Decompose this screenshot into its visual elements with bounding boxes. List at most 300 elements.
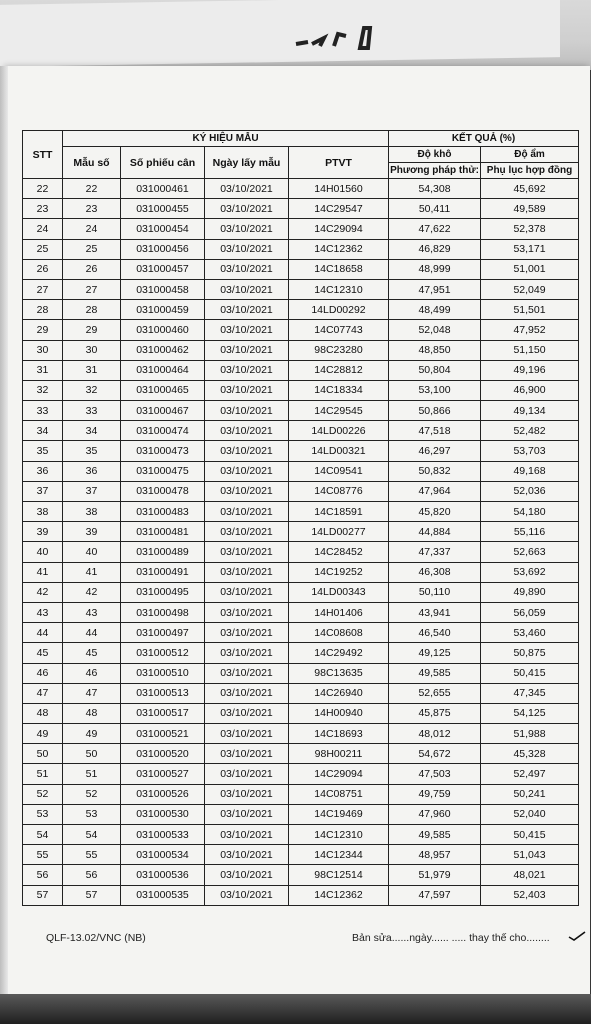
table-row [23, 825, 579, 845]
cell-ptvt: 98H00211 [289, 744, 389, 764]
cell-stt: 54 [23, 825, 63, 845]
cell-ngay-lay-mau: 03/10/2021 [205, 602, 289, 622]
header-phu-luc-hop-dong: Phụ lục hợp đồng [481, 163, 579, 179]
cell-ptvt: 98C13635 [289, 663, 389, 683]
cell-do-kho: 45,875 [389, 703, 481, 723]
table-row [23, 300, 579, 320]
cell-mau-so: 28 [63, 300, 121, 320]
cell-stt: 22 [23, 179, 63, 199]
cell-stt: 43 [23, 602, 63, 622]
header-ky-hieu-mau: KÝ HIỆU MẪU [63, 131, 389, 147]
table-body [23, 179, 579, 906]
cell-mau-so: 53 [63, 804, 121, 824]
cell-ptvt: 14C12344 [289, 845, 389, 865]
cell-ptvt: 14C26940 [289, 683, 389, 703]
cell-do-am: 52,497 [481, 764, 579, 784]
cell-do-am: 52,049 [481, 279, 579, 299]
cell-do-am: 46,900 [481, 380, 579, 400]
table-row [23, 724, 579, 744]
cell-do-kho: 52,655 [389, 683, 481, 703]
cell-ngay-lay-mau: 03/10/2021 [205, 683, 289, 703]
table-row [23, 784, 579, 804]
header-ket-qua: KẾT QUẢ (%) [389, 131, 579, 147]
header-do-am: Độ ẩm [481, 147, 579, 163]
cell-do-kho: 47,597 [389, 885, 481, 905]
cell-do-kho: 48,012 [389, 724, 481, 744]
table-row [23, 199, 579, 219]
cell-ngay-lay-mau: 03/10/2021 [205, 623, 289, 643]
cell-do-am: 56,059 [481, 602, 579, 622]
cell-do-am: 49,890 [481, 582, 579, 602]
cell-stt: 56 [23, 865, 63, 885]
cell-ngay-lay-mau: 03/10/2021 [205, 744, 289, 764]
table-row [23, 320, 579, 340]
cell-stt: 49 [23, 724, 63, 744]
cell-so-phieu-can: 031000462 [121, 340, 205, 360]
cell-stt: 50 [23, 744, 63, 764]
table-row [23, 219, 579, 239]
table-row [23, 582, 579, 602]
table-row [23, 804, 579, 824]
cell-stt: 42 [23, 582, 63, 602]
cell-do-am: 50,415 [481, 663, 579, 683]
cell-ptvt: 14C08608 [289, 623, 389, 643]
cell-mau-so: 32 [63, 380, 121, 400]
table-row [23, 602, 579, 622]
cell-so-phieu-can: 031000454 [121, 219, 205, 239]
cell-so-phieu-can: 031000481 [121, 522, 205, 542]
cell-ptvt: 14C29547 [289, 199, 389, 219]
cell-ngay-lay-mau: 03/10/2021 [205, 825, 289, 845]
cell-ngay-lay-mau: 03/10/2021 [205, 784, 289, 804]
table-row [23, 239, 579, 259]
cell-so-phieu-can: 031000497 [121, 623, 205, 643]
cell-do-kho: 47,960 [389, 804, 481, 824]
cell-ptvt: 14C19469 [289, 804, 389, 824]
table-row [23, 279, 579, 299]
table-header [23, 131, 579, 179]
cell-do-am: 52,040 [481, 804, 579, 824]
cell-so-phieu-can: 031000536 [121, 865, 205, 885]
table-row [23, 461, 579, 481]
cell-do-am: 51,988 [481, 724, 579, 744]
cell-ptvt: 14C29094 [289, 219, 389, 239]
table-row [23, 643, 579, 663]
table-row [23, 421, 579, 441]
cell-so-phieu-can: 031000535 [121, 885, 205, 905]
cell-mau-so: 30 [63, 340, 121, 360]
table-row [23, 703, 579, 723]
cell-so-phieu-can: 031000530 [121, 804, 205, 824]
cell-ngay-lay-mau: 03/10/2021 [205, 239, 289, 259]
table-row [23, 663, 579, 683]
cell-do-am: 50,415 [481, 825, 579, 845]
cell-do-am: 51,501 [481, 300, 579, 320]
cell-stt: 24 [23, 219, 63, 239]
cell-ptvt: 14C28452 [289, 542, 389, 562]
cell-mau-so: 49 [63, 724, 121, 744]
cell-ngay-lay-mau: 03/10/2021 [205, 643, 289, 663]
cell-stt: 52 [23, 784, 63, 804]
cell-do-am: 49,134 [481, 401, 579, 421]
cell-ptvt: 14C12310 [289, 279, 389, 299]
cell-do-am: 49,196 [481, 360, 579, 380]
cell-ngay-lay-mau: 03/10/2021 [205, 259, 289, 279]
cell-ngay-lay-mau: 03/10/2021 [205, 502, 289, 522]
underlying-sheet [0, 0, 560, 67]
cell-ptvt: 14H01406 [289, 602, 389, 622]
cell-so-phieu-can: 031000489 [121, 542, 205, 562]
cell-so-phieu-can: 031000459 [121, 300, 205, 320]
table-row [23, 502, 579, 522]
cell-stt: 44 [23, 623, 63, 643]
cell-ptvt: 14C28812 [289, 360, 389, 380]
cell-do-am: 53,692 [481, 562, 579, 582]
cell-do-am: 51,001 [481, 259, 579, 279]
cell-ngay-lay-mau: 03/10/2021 [205, 522, 289, 542]
cell-ngay-lay-mau: 03/10/2021 [205, 663, 289, 683]
cell-stt: 37 [23, 481, 63, 501]
cell-so-phieu-can: 031000512 [121, 643, 205, 663]
cell-ptvt: 14C18334 [289, 380, 389, 400]
cell-ptvt: 14LD00226 [289, 421, 389, 441]
table-row [23, 885, 579, 905]
cell-so-phieu-can: 031000520 [121, 744, 205, 764]
cell-do-kho: 46,829 [389, 239, 481, 259]
cell-mau-so: 51 [63, 764, 121, 784]
table-row [23, 562, 579, 582]
cell-mau-so: 41 [63, 562, 121, 582]
header-so-phieu-can: Số phiếu cân [121, 147, 205, 179]
cell-ngay-lay-mau: 03/10/2021 [205, 865, 289, 885]
cell-do-kho: 54,672 [389, 744, 481, 764]
cell-ptvt: 14C29094 [289, 764, 389, 784]
cell-so-phieu-can: 031000465 [121, 380, 205, 400]
cell-do-am: 53,460 [481, 623, 579, 643]
cell-ngay-lay-mau: 03/10/2021 [205, 340, 289, 360]
cell-ptvt: 14LD00277 [289, 522, 389, 542]
cell-mau-so: 34 [63, 421, 121, 441]
page-edge [0, 66, 8, 1006]
table-row [23, 683, 579, 703]
cell-mau-so: 55 [63, 845, 121, 865]
cell-ptvt: 14C18591 [289, 502, 389, 522]
cell-do-kho: 49,585 [389, 663, 481, 683]
cell-ngay-lay-mau: 03/10/2021 [205, 461, 289, 481]
cell-do-am: 50,241 [481, 784, 579, 804]
cell-ngay-lay-mau: 03/10/2021 [205, 300, 289, 320]
pen-mark-icon [568, 930, 586, 942]
cell-stt: 45 [23, 643, 63, 663]
cell-so-phieu-can: 031000521 [121, 724, 205, 744]
cell-mau-so: 44 [63, 623, 121, 643]
cell-do-am: 52,036 [481, 481, 579, 501]
table-row [23, 441, 579, 461]
cell-ptvt: 14C09541 [289, 461, 389, 481]
cell-mau-so: 42 [63, 582, 121, 602]
cell-stt: 51 [23, 764, 63, 784]
cell-so-phieu-can: 031000457 [121, 259, 205, 279]
header-do-kho: Độ khô [389, 147, 481, 163]
cell-so-phieu-can: 031000498 [121, 602, 205, 622]
table-row [23, 623, 579, 643]
cell-do-kho: 49,585 [389, 825, 481, 845]
table-row [23, 744, 579, 764]
table-row [23, 340, 579, 360]
table-row [23, 481, 579, 501]
cell-stt: 31 [23, 360, 63, 380]
revision-note: Bản sửa......ngày...... ..... thay thế cho........ [352, 932, 550, 944]
header-ngay-lay-mau: Ngày lấy mẫu [205, 147, 289, 179]
cell-ptvt: 14C08776 [289, 481, 389, 501]
table-row [23, 522, 579, 542]
cell-do-am: 45,692 [481, 179, 579, 199]
cell-stt: 26 [23, 259, 63, 279]
cell-do-am: 52,482 [481, 421, 579, 441]
cell-so-phieu-can: 031000527 [121, 764, 205, 784]
cell-ngay-lay-mau: 03/10/2021 [205, 219, 289, 239]
cell-do-kho: 47,964 [389, 481, 481, 501]
cell-do-am: 53,171 [481, 239, 579, 259]
cell-ptvt: 14H01560 [289, 179, 389, 199]
cell-so-phieu-can: 031000513 [121, 683, 205, 703]
cell-stt: 53 [23, 804, 63, 824]
bleed-through-marks [290, 22, 380, 50]
cell-stt: 29 [23, 320, 63, 340]
cell-ngay-lay-mau: 03/10/2021 [205, 441, 289, 461]
cell-ngay-lay-mau: 03/10/2021 [205, 199, 289, 219]
cell-mau-so: 35 [63, 441, 121, 461]
cell-mau-so: 46 [63, 663, 121, 683]
header-stt: STT [23, 131, 63, 179]
cell-so-phieu-can: 031000475 [121, 461, 205, 481]
cell-do-kho: 47,518 [389, 421, 481, 441]
cell-mau-so: 56 [63, 865, 121, 885]
cell-do-am: 52,403 [481, 885, 579, 905]
cell-mau-so: 54 [63, 825, 121, 845]
cell-ptvt: 14C08751 [289, 784, 389, 804]
cell-do-am: 48,021 [481, 865, 579, 885]
cell-mau-so: 50 [63, 744, 121, 764]
cell-do-kho: 47,503 [389, 764, 481, 784]
cell-do-am: 55,116 [481, 522, 579, 542]
cell-stt: 36 [23, 461, 63, 481]
background-bottom [0, 994, 591, 1024]
cell-do-kho: 54,308 [389, 179, 481, 199]
cell-stt: 32 [23, 380, 63, 400]
cell-ngay-lay-mau: 03/10/2021 [205, 885, 289, 905]
cell-so-phieu-can: 031000526 [121, 784, 205, 804]
cell-stt: 57 [23, 885, 63, 905]
cell-ngay-lay-mau: 03/10/2021 [205, 845, 289, 865]
table-row [23, 764, 579, 784]
cell-ptvt: 14LD00292 [289, 300, 389, 320]
cell-so-phieu-can: 031000467 [121, 401, 205, 421]
cell-do-kho: 49,759 [389, 784, 481, 804]
cell-so-phieu-can: 031000460 [121, 320, 205, 340]
cell-mau-so: 29 [63, 320, 121, 340]
cell-mau-so: 31 [63, 360, 121, 380]
cell-mau-so: 39 [63, 522, 121, 542]
form-code: QLF-13.02/VNC (NB) [46, 932, 146, 944]
cell-do-kho: 50,411 [389, 199, 481, 219]
cell-ngay-lay-mau: 03/10/2021 [205, 481, 289, 501]
table-row [23, 542, 579, 562]
table-row [23, 845, 579, 865]
cell-do-am: 52,663 [481, 542, 579, 562]
cell-mau-so: 24 [63, 219, 121, 239]
cell-ptvt: 98C23280 [289, 340, 389, 360]
cell-mau-so: 48 [63, 703, 121, 723]
cell-stt: 25 [23, 239, 63, 259]
cell-ngay-lay-mau: 03/10/2021 [205, 179, 289, 199]
cell-do-kho: 43,941 [389, 602, 481, 622]
cell-ptvt: 14C19252 [289, 562, 389, 582]
cell-mau-so: 26 [63, 259, 121, 279]
cell-so-phieu-can: 031000533 [121, 825, 205, 845]
cell-ngay-lay-mau: 03/10/2021 [205, 320, 289, 340]
cell-ngay-lay-mau: 03/10/2021 [205, 724, 289, 744]
cell-do-kho: 48,999 [389, 259, 481, 279]
cell-do-kho: 45,820 [389, 502, 481, 522]
cell-do-kho: 53,100 [389, 380, 481, 400]
header-mau-so: Mẫu số [63, 147, 121, 179]
table-row [23, 380, 579, 400]
cell-do-kho: 52,048 [389, 320, 481, 340]
cell-so-phieu-can: 031000464 [121, 360, 205, 380]
cell-do-kho: 49,125 [389, 643, 481, 663]
cell-stt: 40 [23, 542, 63, 562]
cell-so-phieu-can: 031000461 [121, 179, 205, 199]
cell-do-am: 47,345 [481, 683, 579, 703]
cell-stt: 30 [23, 340, 63, 360]
header-phuong-phap-thu: Phương pháp thử: [389, 163, 481, 179]
cell-do-kho: 44,884 [389, 522, 481, 542]
cell-ngay-lay-mau: 03/10/2021 [205, 703, 289, 723]
cell-stt: 33 [23, 401, 63, 421]
cell-do-kho: 47,337 [389, 542, 481, 562]
cell-stt: 55 [23, 845, 63, 865]
results-table [22, 130, 579, 906]
cell-mau-so: 23 [63, 199, 121, 219]
cell-stt: 48 [23, 703, 63, 723]
cell-ptvt: 14C29492 [289, 643, 389, 663]
cell-mau-so: 38 [63, 502, 121, 522]
cell-stt: 41 [23, 562, 63, 582]
cell-so-phieu-can: 031000474 [121, 421, 205, 441]
cell-stt: 47 [23, 683, 63, 703]
cell-stt: 23 [23, 199, 63, 219]
cell-stt: 35 [23, 441, 63, 461]
cell-do-kho: 50,804 [389, 360, 481, 380]
table-row [23, 865, 579, 885]
cell-do-kho: 48,499 [389, 300, 481, 320]
cell-so-phieu-can: 031000473 [121, 441, 205, 461]
cell-mau-so: 45 [63, 643, 121, 663]
cell-mau-so: 25 [63, 239, 121, 259]
cell-ptvt: 14C18658 [289, 259, 389, 279]
cell-ptvt: 98C12514 [289, 865, 389, 885]
table-row [23, 259, 579, 279]
cell-stt: 38 [23, 502, 63, 522]
cell-do-kho: 51,979 [389, 865, 481, 885]
table-row [23, 401, 579, 421]
cell-stt: 34 [23, 421, 63, 441]
cell-mau-so: 36 [63, 461, 121, 481]
cell-do-kho: 50,832 [389, 461, 481, 481]
cell-do-am: 49,168 [481, 461, 579, 481]
cell-do-am: 52,378 [481, 219, 579, 239]
cell-stt: 46 [23, 663, 63, 683]
cell-ngay-lay-mau: 03/10/2021 [205, 542, 289, 562]
cell-do-kho: 46,308 [389, 562, 481, 582]
cell-ngay-lay-mau: 03/10/2021 [205, 582, 289, 602]
cell-ngay-lay-mau: 03/10/2021 [205, 764, 289, 784]
cell-ngay-lay-mau: 03/10/2021 [205, 360, 289, 380]
cell-do-kho: 48,957 [389, 845, 481, 865]
cell-do-kho: 46,540 [389, 623, 481, 643]
cell-so-phieu-can: 031000495 [121, 582, 205, 602]
cell-ngay-lay-mau: 03/10/2021 [205, 380, 289, 400]
cell-mau-so: 57 [63, 885, 121, 905]
cell-so-phieu-can: 031000510 [121, 663, 205, 683]
cell-do-am: 51,043 [481, 845, 579, 865]
cell-ptvt: 14C07743 [289, 320, 389, 340]
cell-mau-so: 22 [63, 179, 121, 199]
cell-do-am: 51,150 [481, 340, 579, 360]
cell-ngay-lay-mau: 03/10/2021 [205, 279, 289, 299]
cell-ngay-lay-mau: 03/10/2021 [205, 421, 289, 441]
cell-stt: 39 [23, 522, 63, 542]
cell-do-am: 47,952 [481, 320, 579, 340]
cell-ngay-lay-mau: 03/10/2021 [205, 804, 289, 824]
cell-ptvt: 14H00940 [289, 703, 389, 723]
cell-ngay-lay-mau: 03/10/2021 [205, 401, 289, 421]
cell-do-kho: 50,866 [389, 401, 481, 421]
cell-mau-so: 40 [63, 542, 121, 562]
cell-do-am: 50,875 [481, 643, 579, 663]
cell-ptvt: 14LD00321 [289, 441, 389, 461]
cell-mau-so: 37 [63, 481, 121, 501]
table-row [23, 360, 579, 380]
cell-ptvt: 14C18693 [289, 724, 389, 744]
cell-ngay-lay-mau: 03/10/2021 [205, 562, 289, 582]
cell-mau-so: 47 [63, 683, 121, 703]
cell-so-phieu-can: 031000456 [121, 239, 205, 259]
cell-do-kho: 47,951 [389, 279, 481, 299]
cell-so-phieu-can: 031000483 [121, 502, 205, 522]
header-ptvt: PTVT [289, 147, 389, 179]
table-row [23, 179, 579, 199]
cell-do-kho: 47,622 [389, 219, 481, 239]
cell-do-am: 45,328 [481, 744, 579, 764]
cell-do-kho: 50,110 [389, 582, 481, 602]
cell-so-phieu-can: 031000478 [121, 481, 205, 501]
cell-so-phieu-can: 031000534 [121, 845, 205, 865]
cell-do-am: 53,703 [481, 441, 579, 461]
cell-do-am: 54,125 [481, 703, 579, 723]
cell-do-am: 49,589 [481, 199, 579, 219]
cell-so-phieu-can: 031000517 [121, 703, 205, 723]
cell-do-kho: 48,850 [389, 340, 481, 360]
cell-so-phieu-can: 031000491 [121, 562, 205, 582]
cell-ptvt: 14C12362 [289, 885, 389, 905]
cell-mau-so: 43 [63, 602, 121, 622]
cell-ptvt: 14C29545 [289, 401, 389, 421]
cell-stt: 27 [23, 279, 63, 299]
cell-mau-so: 52 [63, 784, 121, 804]
cell-stt: 28 [23, 300, 63, 320]
